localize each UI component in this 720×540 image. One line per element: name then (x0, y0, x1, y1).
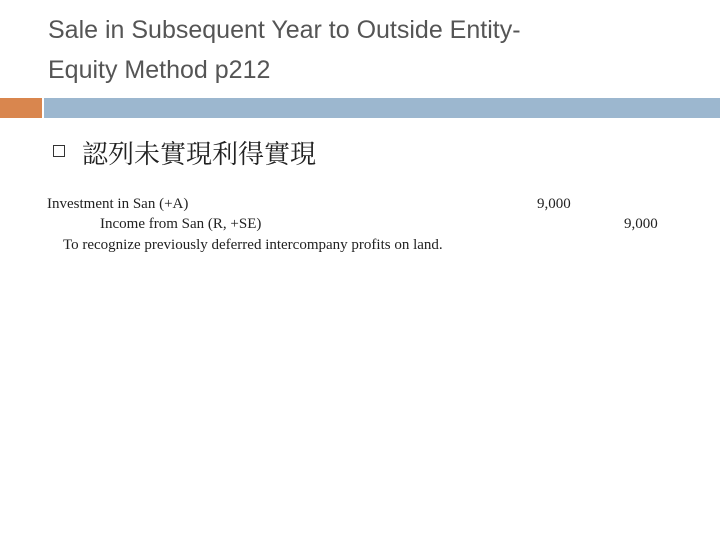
slide-title-line-1: Sale in Subsequent Year to Outside Entity- (48, 16, 521, 44)
bullet-text: 認列未實現利得實現 (82, 140, 317, 170)
credit-account: Income from San (R, +SE) (100, 216, 262, 232)
square-bullet-icon (53, 145, 65, 157)
journal-memo: To recognize previously deferred intercompany profits on land. (63, 237, 443, 253)
debit-amount: 9,000 (537, 196, 571, 212)
debit-account: Investment in San (+A) (47, 196, 189, 212)
slide-title-line-2: Equity Method p212 (48, 56, 271, 84)
credit-amount: 9,000 (624, 216, 658, 232)
accent-bar-blue (44, 98, 720, 118)
accent-bar-orange (0, 98, 42, 118)
